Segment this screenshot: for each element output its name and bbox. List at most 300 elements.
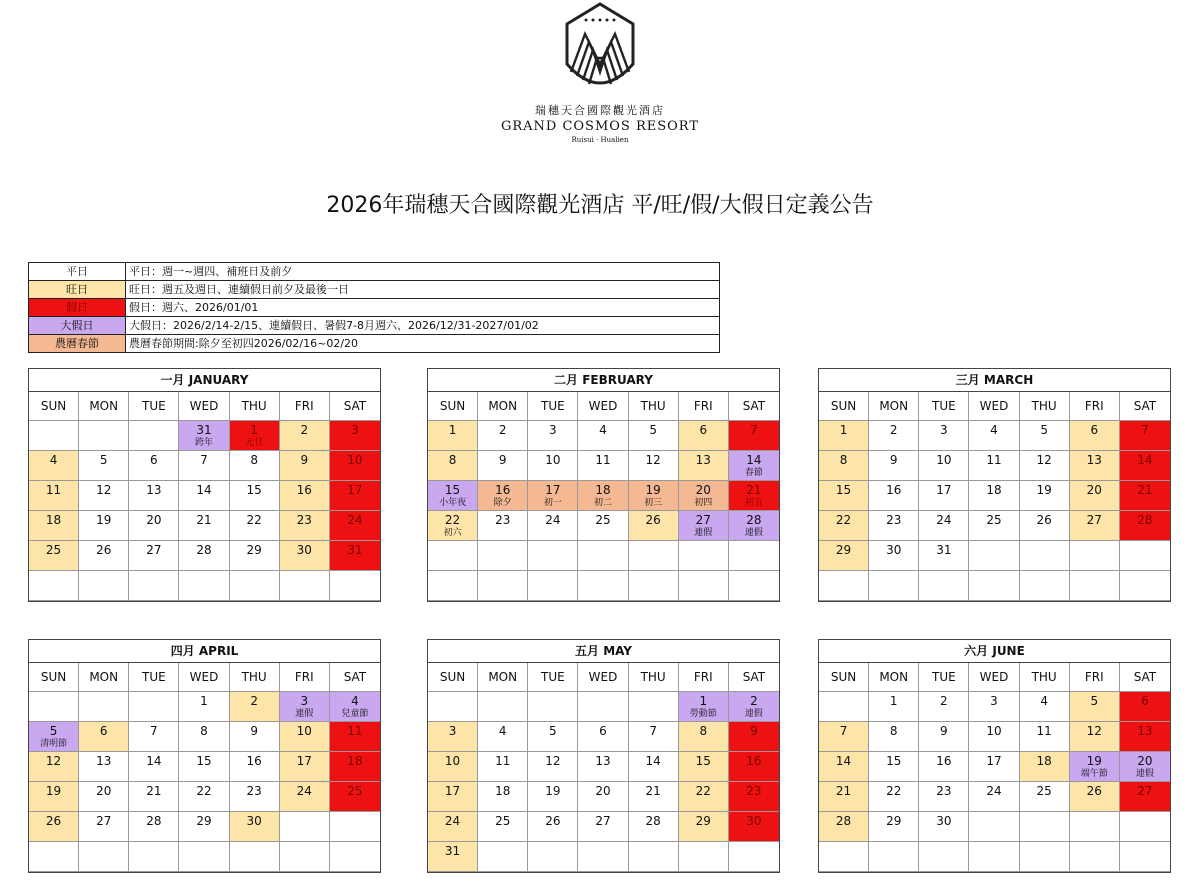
empty-day-cell: [1070, 842, 1120, 872]
day-number: 24: [545, 513, 561, 527]
day-cell: [578, 451, 628, 481]
day-number: 10: [444, 754, 461, 768]
day-number: 27: [595, 814, 611, 828]
empty-day-cell: [969, 571, 1019, 601]
day-number: 21: [196, 513, 212, 527]
holiday-label: 春節: [744, 468, 763, 478]
day-number: 13: [1086, 453, 1102, 467]
day-cell: [129, 752, 179, 782]
day-number: 5: [99, 453, 108, 467]
weekday-header: SUN: [819, 392, 869, 421]
empty-day-cell: [428, 541, 478, 571]
day-number: 15: [835, 483, 852, 497]
empty-day-cell: [578, 842, 628, 872]
empty-day-cell: [478, 571, 528, 601]
day-number: 5: [1090, 694, 1099, 708]
day-cell: [629, 752, 679, 782]
day-number: 1: [200, 694, 208, 708]
empty-day-cell: [528, 571, 578, 601]
day-cell: [869, 511, 919, 541]
month-calendar: [427, 639, 780, 873]
day-number: 29: [196, 814, 212, 828]
empty-day-cell: [129, 842, 179, 872]
day-cell: [919, 421, 969, 451]
empty-day-cell: [1070, 541, 1120, 571]
day-cell: [230, 481, 280, 511]
day-number: 19: [1036, 483, 1052, 497]
empty-day-cell: [679, 541, 729, 571]
day-number: 17: [545, 483, 561, 497]
weekday-header: MON: [869, 392, 919, 421]
legend-description: 平日：週一~週四、補班日及前夕: [126, 263, 720, 281]
day-cell: [679, 481, 729, 511]
day-cell: [528, 511, 578, 541]
day-number: 22: [196, 784, 212, 798]
day-cell: [819, 782, 869, 812]
day-number: 8: [250, 453, 258, 467]
day-number: 2: [750, 694, 758, 708]
day-cell: [1120, 752, 1170, 782]
legend-description: 農曆春節期間:除夕至初四2026/02/16~02/20: [126, 335, 720, 353]
day-number: 26: [645, 513, 661, 527]
day-cell: [578, 752, 628, 782]
day-cell: [129, 451, 179, 481]
hotel-name-cn: 瑞穗天合國際觀光酒店: [535, 104, 665, 117]
day-cell: [230, 451, 280, 481]
day-number: 9: [889, 453, 898, 467]
day-cell: [869, 722, 919, 752]
day-cell: [179, 812, 229, 842]
weekday-header: FRI: [679, 392, 729, 421]
weekday-header: THU: [230, 392, 280, 421]
day-cell: [330, 541, 380, 571]
day-number: 6: [599, 724, 607, 738]
legend-description: 假日：週六、2026/01/01: [126, 299, 720, 317]
day-number: 7: [150, 724, 158, 738]
holiday-label: 連假: [694, 528, 713, 538]
day-number: 30: [746, 814, 762, 828]
day-number: 18: [45, 513, 62, 527]
day-number: 25: [595, 513, 611, 527]
day-number: 26: [1086, 784, 1102, 798]
day-cell: [179, 782, 229, 812]
day-number: 9: [940, 724, 948, 738]
day-number: 30: [246, 814, 262, 828]
empty-day-cell: [969, 812, 1019, 842]
day-cell: [129, 722, 179, 752]
day-cell: [1120, 481, 1170, 511]
day-number: 13: [96, 754, 112, 768]
day-cell: [1120, 511, 1170, 541]
day-number: 7: [200, 453, 208, 467]
day-number: 21: [835, 784, 852, 798]
day-number: 2: [889, 423, 898, 437]
day-cell: [528, 812, 578, 842]
day-number: 8: [839, 453, 848, 467]
empty-day-cell: [969, 842, 1019, 872]
day-number: 15: [695, 754, 711, 768]
empty-day-cell: [1020, 541, 1070, 571]
day-number: 26: [45, 814, 62, 828]
day-number: 20: [1137, 754, 1153, 768]
day-cell: [179, 692, 229, 722]
day-number: 6: [1090, 423, 1099, 437]
day-number: 27: [146, 543, 162, 557]
day-number: 16: [746, 754, 762, 768]
weekday-header: TUE: [919, 392, 969, 421]
day-cell: [1070, 451, 1120, 481]
day-number: 30: [296, 543, 312, 557]
day-number: 17: [936, 483, 952, 497]
day-cell: [819, 481, 869, 511]
empty-day-cell: [1120, 571, 1170, 601]
day-number: 20: [695, 483, 711, 497]
day-cell: [1020, 752, 1070, 782]
month-title: 四月 APRIL: [29, 640, 380, 663]
day-number: 15: [444, 483, 461, 497]
legend-description: 大假日：2026/2/14-2/15、連續假日、暑假7-8月週六、2026/12/31-2027/01/02: [126, 317, 720, 335]
day-cell: [969, 421, 1019, 451]
day-number: 10: [545, 453, 561, 467]
legend-table: [28, 262, 720, 353]
day-cell: [729, 421, 779, 451]
day-cell: [528, 752, 578, 782]
day-cell: [330, 782, 380, 812]
day-cell: [869, 782, 919, 812]
empty-day-cell: [679, 571, 729, 601]
weekday-header: WED: [969, 663, 1019, 692]
weekday-header: WED: [578, 392, 628, 421]
weekday-header: MON: [79, 663, 129, 692]
day-cell: [179, 421, 229, 451]
day-cell: [969, 722, 1019, 752]
day-number: 14: [645, 754, 661, 768]
day-number: 2: [300, 423, 309, 437]
empty-day-cell: [428, 692, 478, 722]
month-title: 一月 JANUARY: [29, 369, 380, 392]
day-cell: [330, 451, 380, 481]
day-number: 24: [936, 513, 952, 527]
day-cell: [578, 722, 628, 752]
day-cell: [919, 812, 969, 842]
weekday-header: TUE: [528, 663, 578, 692]
day-cell: [1070, 752, 1120, 782]
day-number: 18: [495, 784, 511, 798]
day-number: 6: [699, 423, 708, 437]
day-cell: [869, 541, 919, 571]
weekday-header: THU: [629, 663, 679, 692]
day-number: 30: [936, 814, 952, 828]
day-cell: [919, 782, 969, 812]
empty-day-cell: [330, 842, 380, 872]
day-number: 22: [886, 784, 902, 798]
holiday-label: 初六: [443, 528, 462, 538]
empty-day-cell: [1070, 571, 1120, 601]
day-cell: [819, 421, 869, 451]
day-cell: [129, 511, 179, 541]
day-cell: [679, 812, 729, 842]
day-cell: [79, 481, 129, 511]
weekday-header: WED: [179, 663, 229, 692]
weekday-header: FRI: [679, 663, 729, 692]
day-cell: [869, 481, 919, 511]
legend-row: [29, 317, 720, 335]
empty-day-cell: [1120, 541, 1170, 571]
day-number: 21: [146, 784, 162, 798]
day-number: 17: [444, 784, 461, 798]
day-cell: [29, 752, 79, 782]
empty-day-cell: [869, 842, 919, 872]
day-number: 19: [45, 784, 62, 798]
day-number: 28: [746, 513, 762, 527]
hotel-location: Ruisui · Hualien: [571, 136, 629, 144]
day-cell: [230, 722, 280, 752]
day-number: 24: [347, 513, 363, 527]
holiday-label: 初五: [744, 498, 763, 508]
day-cell: [629, 481, 679, 511]
day-number: 16: [246, 754, 262, 768]
weekday-header: TUE: [919, 663, 969, 692]
day-number: 28: [835, 814, 852, 828]
day-cell: [629, 812, 679, 842]
day-cell: [330, 722, 380, 752]
day-number: 2: [498, 423, 507, 437]
day-number: 24: [986, 784, 1002, 798]
day-number: 12: [1036, 453, 1052, 467]
day-cell: [230, 782, 280, 812]
empty-day-cell: [819, 692, 869, 722]
day-number: 23: [886, 513, 902, 527]
empty-day-cell: [478, 842, 528, 872]
day-number: 4: [351, 694, 359, 708]
day-cell: [869, 692, 919, 722]
empty-day-cell: [179, 842, 229, 872]
empty-day-cell: [1020, 571, 1070, 601]
weekday-header: TUE: [129, 392, 179, 421]
legend-swatch: 假日: [29, 299, 126, 317]
day-cell: [29, 451, 79, 481]
day-number: 11: [986, 453, 1002, 467]
day-cell: [330, 752, 380, 782]
day-number: 19: [1086, 754, 1102, 768]
day-cell: [129, 481, 179, 511]
day-cell: [629, 511, 679, 541]
weekday-header: SAT: [729, 392, 779, 421]
day-cell: [1020, 481, 1070, 511]
legend-swatch: 旺日: [29, 281, 126, 299]
day-cell: [1020, 511, 1070, 541]
day-number: 26: [545, 814, 561, 828]
empty-day-cell: [29, 692, 79, 722]
day-cell: [428, 782, 478, 812]
day-number: 7: [1141, 423, 1149, 437]
day-number: 13: [695, 453, 711, 467]
empty-day-cell: [280, 571, 330, 601]
day-cell: [1020, 421, 1070, 451]
day-cell: [29, 722, 79, 752]
day-number: 19: [545, 784, 561, 798]
empty-day-cell: [528, 692, 578, 722]
day-number: 23: [296, 513, 312, 527]
day-number: 22: [835, 513, 852, 527]
day-number: 23: [936, 784, 952, 798]
day-number: 23: [246, 784, 262, 798]
empty-day-cell: [79, 842, 129, 872]
weekday-header: FRI: [280, 663, 330, 692]
empty-day-cell: [79, 571, 129, 601]
day-number: 3: [990, 694, 998, 708]
day-number: 16: [495, 483, 511, 497]
day-cell: [1020, 722, 1070, 752]
day-number: 10: [936, 453, 952, 467]
empty-day-cell: [29, 571, 79, 601]
day-cell: [679, 722, 729, 752]
weekday-header: FRI: [1070, 663, 1120, 692]
day-number: 25: [45, 543, 62, 557]
day-number: 19: [96, 513, 112, 527]
day-cell: [819, 541, 869, 571]
day-cell: [819, 451, 869, 481]
day-cell: [230, 812, 280, 842]
day-number: 21: [746, 483, 762, 497]
day-number: 24: [296, 784, 312, 798]
month-calendar: [427, 368, 780, 602]
empty-day-cell: [578, 571, 628, 601]
empty-day-cell: [629, 842, 679, 872]
day-cell: [629, 782, 679, 812]
day-number: 30: [886, 543, 902, 557]
empty-day-cell: [919, 571, 969, 601]
day-cell: [428, 451, 478, 481]
empty-day-cell: [29, 421, 79, 451]
day-cell: [478, 782, 528, 812]
day-cell: [478, 812, 528, 842]
day-cell: [869, 421, 919, 451]
day-cell: [428, 812, 478, 842]
day-cell: [230, 421, 280, 451]
day-cell: [129, 782, 179, 812]
day-cell: [578, 421, 628, 451]
day-cell: [729, 812, 779, 842]
empty-day-cell: [1070, 812, 1120, 842]
legend-swatch: 大假日: [29, 317, 126, 335]
empty-day-cell: [819, 842, 869, 872]
day-number: 5: [1040, 423, 1048, 437]
day-number: 8: [699, 724, 708, 738]
empty-day-cell: [629, 541, 679, 571]
day-number: 28: [1137, 513, 1153, 527]
day-number: 3: [448, 724, 457, 738]
day-cell: [1020, 692, 1070, 722]
day-cell: [729, 692, 779, 722]
weekday-header: SAT: [729, 663, 779, 692]
day-number: 10: [347, 453, 363, 467]
day-number: 4: [49, 453, 58, 467]
empty-day-cell: [330, 812, 380, 842]
day-cell: [1070, 722, 1120, 752]
day-number: 13: [595, 754, 611, 768]
day-cell: [919, 541, 969, 571]
weekday-header: SAT: [1120, 392, 1170, 421]
day-number: 20: [146, 513, 162, 527]
weekday-header: THU: [629, 392, 679, 421]
day-cell: [1120, 722, 1170, 752]
holiday-label: 清明節: [40, 739, 68, 749]
day-number: 27: [695, 513, 711, 527]
empty-day-cell: [478, 692, 528, 722]
holiday-label: 兒童節: [341, 709, 369, 719]
day-number: 3: [549, 423, 557, 437]
day-cell: [179, 511, 229, 541]
weekday-header: SUN: [428, 392, 478, 421]
day-cell: [729, 782, 779, 812]
month-calendar: [28, 368, 381, 602]
day-number: 11: [595, 453, 611, 467]
day-number: 31: [936, 543, 952, 557]
day-number: 1: [699, 694, 708, 708]
day-number: 22: [246, 513, 262, 527]
day-cell: [729, 451, 779, 481]
day-cell: [478, 722, 528, 752]
day-cell: [919, 451, 969, 481]
empty-day-cell: [129, 421, 179, 451]
day-number: 4: [599, 423, 607, 437]
month-title: 三月 MARCH: [819, 369, 1170, 392]
day-cell: [528, 421, 578, 451]
weekday-header: WED: [179, 392, 229, 421]
day-number: 31: [196, 423, 212, 437]
holiday-label: 小年夜: [439, 498, 467, 508]
day-cell: [478, 451, 528, 481]
day-number: 6: [1141, 694, 1149, 708]
day-number: 20: [96, 784, 112, 798]
day-cell: [428, 421, 478, 451]
day-cell: [578, 511, 628, 541]
weekday-header: WED: [578, 663, 628, 692]
day-cell: [819, 511, 869, 541]
day-cell: [629, 421, 679, 451]
day-number: 3: [940, 423, 948, 437]
day-cell: [79, 752, 129, 782]
day-number: 31: [347, 543, 363, 557]
day-cell: [819, 752, 869, 782]
day-cell: [280, 722, 330, 752]
day-cell: [1020, 782, 1070, 812]
day-cell: [79, 782, 129, 812]
day-cell: [578, 481, 628, 511]
weekday-header: TUE: [129, 663, 179, 692]
day-cell: [819, 722, 869, 752]
weekday-header: THU: [1020, 392, 1070, 421]
day-number: 16: [886, 483, 902, 497]
month-title: 六月 JUNE: [819, 640, 1170, 663]
day-cell: [179, 481, 229, 511]
day-number: 17: [296, 754, 312, 768]
day-cell: [129, 541, 179, 571]
day-number: 14: [1137, 453, 1153, 467]
weekday-header: FRI: [280, 392, 330, 421]
day-number: 22: [444, 513, 461, 527]
day-cell: [969, 451, 1019, 481]
empty-day-cell: [129, 692, 179, 722]
day-cell: [729, 481, 779, 511]
day-number: 8: [200, 724, 208, 738]
day-number: 29: [835, 543, 852, 557]
holiday-label: 初四: [694, 498, 713, 508]
day-number: 25: [1036, 784, 1052, 798]
day-number: 24: [444, 814, 461, 828]
day-number: 28: [645, 814, 661, 828]
